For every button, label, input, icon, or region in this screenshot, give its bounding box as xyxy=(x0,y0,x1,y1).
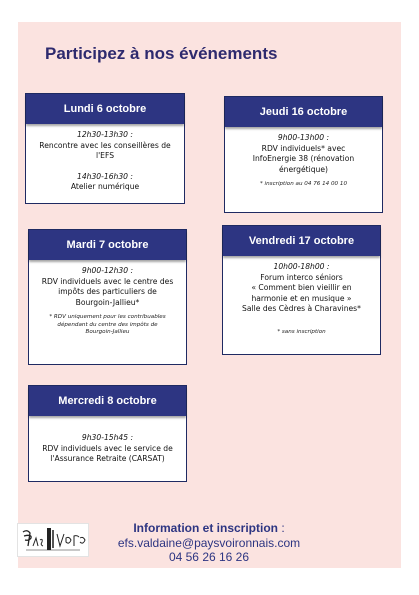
event-desc-line: RDV individuels avec le centre des xyxy=(41,276,174,286)
event-header-mardi: Mardi 7 octobre xyxy=(29,230,186,260)
event-desc-line: « Comment bien vieillir en xyxy=(251,283,352,293)
event-body-jeudi xyxy=(225,127,382,189)
page-title: Participez à nos événements xyxy=(45,44,278,63)
event-desc-line: Atelier numérique xyxy=(70,182,140,192)
event-note: * sans inscription xyxy=(277,328,326,335)
event-desc-line: Rencontre avec les conseillères de xyxy=(39,140,171,150)
contact-phone[interactable]: 04 56 26 16 26 xyxy=(168,550,250,564)
event-desc-line: RDV individuels* avec xyxy=(261,143,346,153)
event-time: 9h30-15h45 : xyxy=(81,433,134,442)
event-header-lundi: Lundi 6 octobre xyxy=(26,94,184,124)
event-desc-line: l'Assurance Retraite (CARSAT) xyxy=(50,454,165,464)
contact-email[interactable]: efs.valdaine@paysvoironnais.com xyxy=(117,535,301,550)
event-header-vendredi: Vendredi 17 octobre xyxy=(223,226,380,256)
event-header-mercredi: Mercredi 8 octobre xyxy=(29,386,186,416)
event-time: 9h00-12h30 : xyxy=(81,266,134,275)
event-desc-line: harmonie et en musique » xyxy=(251,293,352,303)
event-desc-line: Bourgoin-Jallieu* xyxy=(75,297,140,307)
event-body-mercredi xyxy=(29,416,186,465)
event-body-vendredi xyxy=(223,256,380,336)
event-note-line: dépendant du centre des impôts de xyxy=(57,321,158,328)
event-body-lundi xyxy=(26,124,184,193)
event-header-jeudi: Jeudi 16 octobre xyxy=(225,97,382,127)
event-card-lundi xyxy=(25,93,185,204)
event-card-jeudi xyxy=(224,96,383,213)
event-card-vendredi xyxy=(222,225,381,355)
event-desc-line: énergétique) xyxy=(279,164,328,174)
event-note xyxy=(35,314,180,336)
event-note-line: * RDV uniquement pour les contribuables xyxy=(49,314,166,321)
contact-heading-line xyxy=(100,521,318,536)
event-note: * inscription au 04 76 14 00 10 xyxy=(259,181,347,188)
event-time: 10h00-18h00 : xyxy=(273,262,330,271)
event-body-mardi xyxy=(29,260,186,337)
event-desc-line: RDV individuels avec le service de xyxy=(42,443,173,453)
contact-info xyxy=(100,521,318,565)
contact-heading-colon: : xyxy=(278,521,285,535)
event-desc-line: impôts des particuliers de xyxy=(58,287,157,297)
pays-voironnais-logo xyxy=(17,523,89,557)
event-desc-line: Forum interco séniors xyxy=(260,272,343,282)
event-note-line: Bourgoin-Jallieu xyxy=(85,329,130,336)
event-time: 9h00-13h00 : xyxy=(277,133,330,142)
event-desc-line: Salle des Cèdres à Charavines* xyxy=(242,304,361,314)
event-time: 12h30-13h30 : xyxy=(77,130,133,139)
event-card-mercredi xyxy=(28,385,187,482)
event-desc-line: l'EFS xyxy=(95,151,115,161)
event-time: 14h30-16h30 : xyxy=(77,171,133,181)
contact-heading: Information et inscription xyxy=(133,521,278,535)
event-desc-line: InfoEnergie 38 (rénovation xyxy=(252,154,355,164)
event-card-mardi xyxy=(28,229,187,365)
